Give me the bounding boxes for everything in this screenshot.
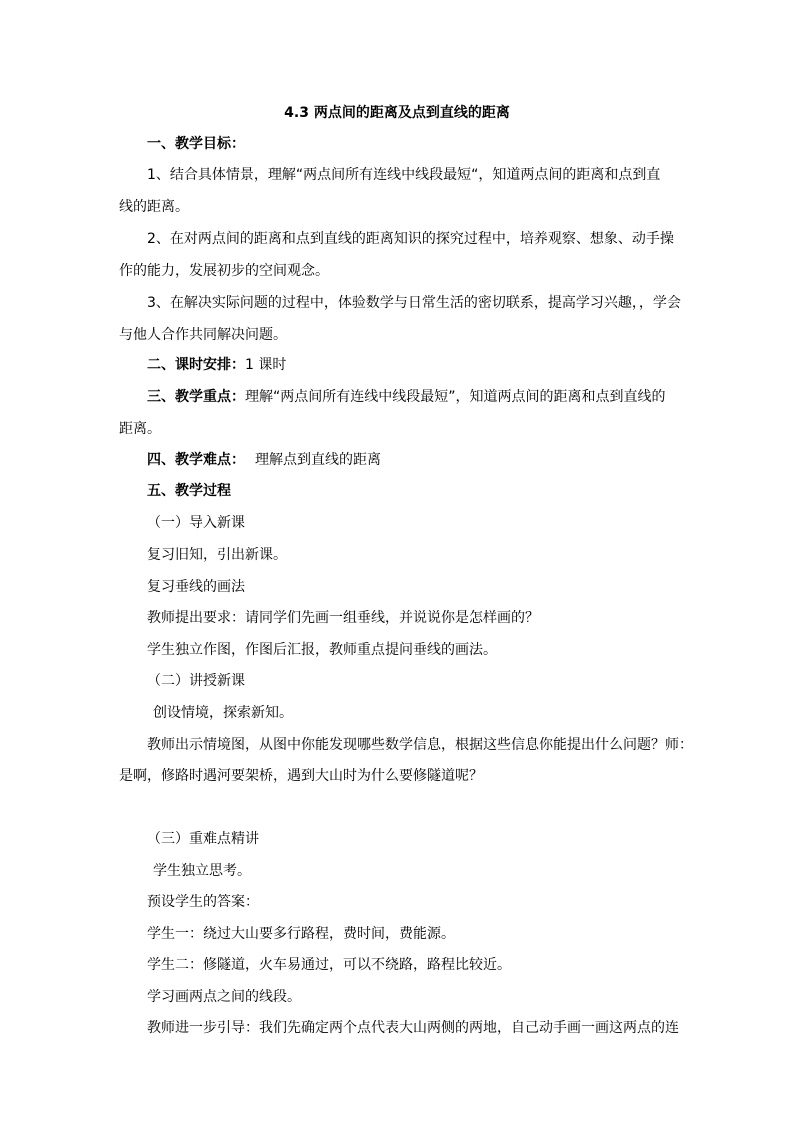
section-5-heading: 五、教学过程 bbox=[147, 483, 231, 499]
section-3-label: 三、教学重点： bbox=[147, 389, 245, 405]
part-1-text-3: 教师提出要求：请同学们先画一组垂线，并说说你是怎样画的？ bbox=[147, 610, 539, 626]
part-3-text-2: 预设学生的答案： bbox=[147, 894, 259, 910]
part-2-text-1: 创设情境，探索新知。 bbox=[153, 705, 293, 721]
document-title: 4.3 两点间的距离及点到直线的距离 bbox=[284, 105, 510, 121]
part-3-text-6: 教师进一步引导：我们先确定两个点代表大山两侧的两地，自己动手画一画这两点的连 bbox=[147, 1020, 679, 1036]
section-2-row bbox=[147, 356, 286, 374]
section-3-text-line-1: 理解“两点间所有连线中线段最短”，知道两点间的距离和点到直线的 bbox=[245, 389, 666, 405]
section-4-row bbox=[147, 451, 381, 469]
part-2-heading: （二）讲授新课 bbox=[147, 673, 245, 689]
part-1-text-2: 复习垂线的画法 bbox=[147, 579, 245, 595]
section-3-row bbox=[147, 388, 666, 406]
goal-2-line-1: 2、在对两点间的距离和点到直线的距离知识的探究过程中，培养观察、想象、动手操 bbox=[147, 231, 674, 247]
section-3-text-line-2: 距离。 bbox=[119, 421, 161, 437]
part-1-heading: （一）导入新课 bbox=[147, 515, 245, 531]
part-3-heading: （三）重难点精讲 bbox=[147, 831, 259, 847]
section-4-label: 四、教学难点： bbox=[147, 452, 245, 468]
section-2-value: 1 课时 bbox=[245, 357, 287, 373]
part-3-text-1: 学生独立思考。 bbox=[153, 863, 251, 879]
part-2-text-2-line-1: 教师出示情境图，从图中你能发现哪些数学信息，根据这些信息你能提出什么问题？师： bbox=[147, 737, 693, 753]
part-1-text-1: 复习旧知，引出新课。 bbox=[147, 547, 287, 563]
goal-2-line-2: 作的能力，发展初步的空间观念。 bbox=[119, 263, 329, 279]
goal-1-line-2: 线的距离。 bbox=[119, 199, 189, 215]
section-2-label: 二、课时安排： bbox=[147, 357, 245, 373]
goal-3-line-1: 3、在解决实际问题的过程中，体验数学与日常生活的密切联系，提高学习兴趣，，学会 bbox=[147, 295, 681, 311]
section-4-value: 理解点到直线的距离 bbox=[255, 452, 381, 468]
part-3-text-3: 学生一：绕过大山要多行路程，费时间，费能源。 bbox=[147, 926, 455, 942]
goal-3-line-2: 与他人合作共同解决问题。 bbox=[119, 327, 287, 343]
part-3-text-5: 学习画两点之间的线段。 bbox=[147, 989, 301, 1005]
section-1-heading: 一、教学目标： bbox=[147, 136, 245, 152]
part-1-text-4: 学生独立作图，作图后汇报，教师重点提问垂线的画法。 bbox=[147, 642, 497, 658]
part-2-text-2-line-2: 是啊，修路时遇河要架桥，遇到大山时为什么要修隧道呢？ bbox=[119, 768, 483, 784]
part-3-text-4: 学生二：修隧道，火车易通过，可以不绕路，路程比较近。 bbox=[147, 957, 511, 973]
goal-1-line-1: 1、结合具体情景，理解“两点间所有连线中线段最短“，知道两点间的距离和点到直 bbox=[147, 167, 661, 183]
